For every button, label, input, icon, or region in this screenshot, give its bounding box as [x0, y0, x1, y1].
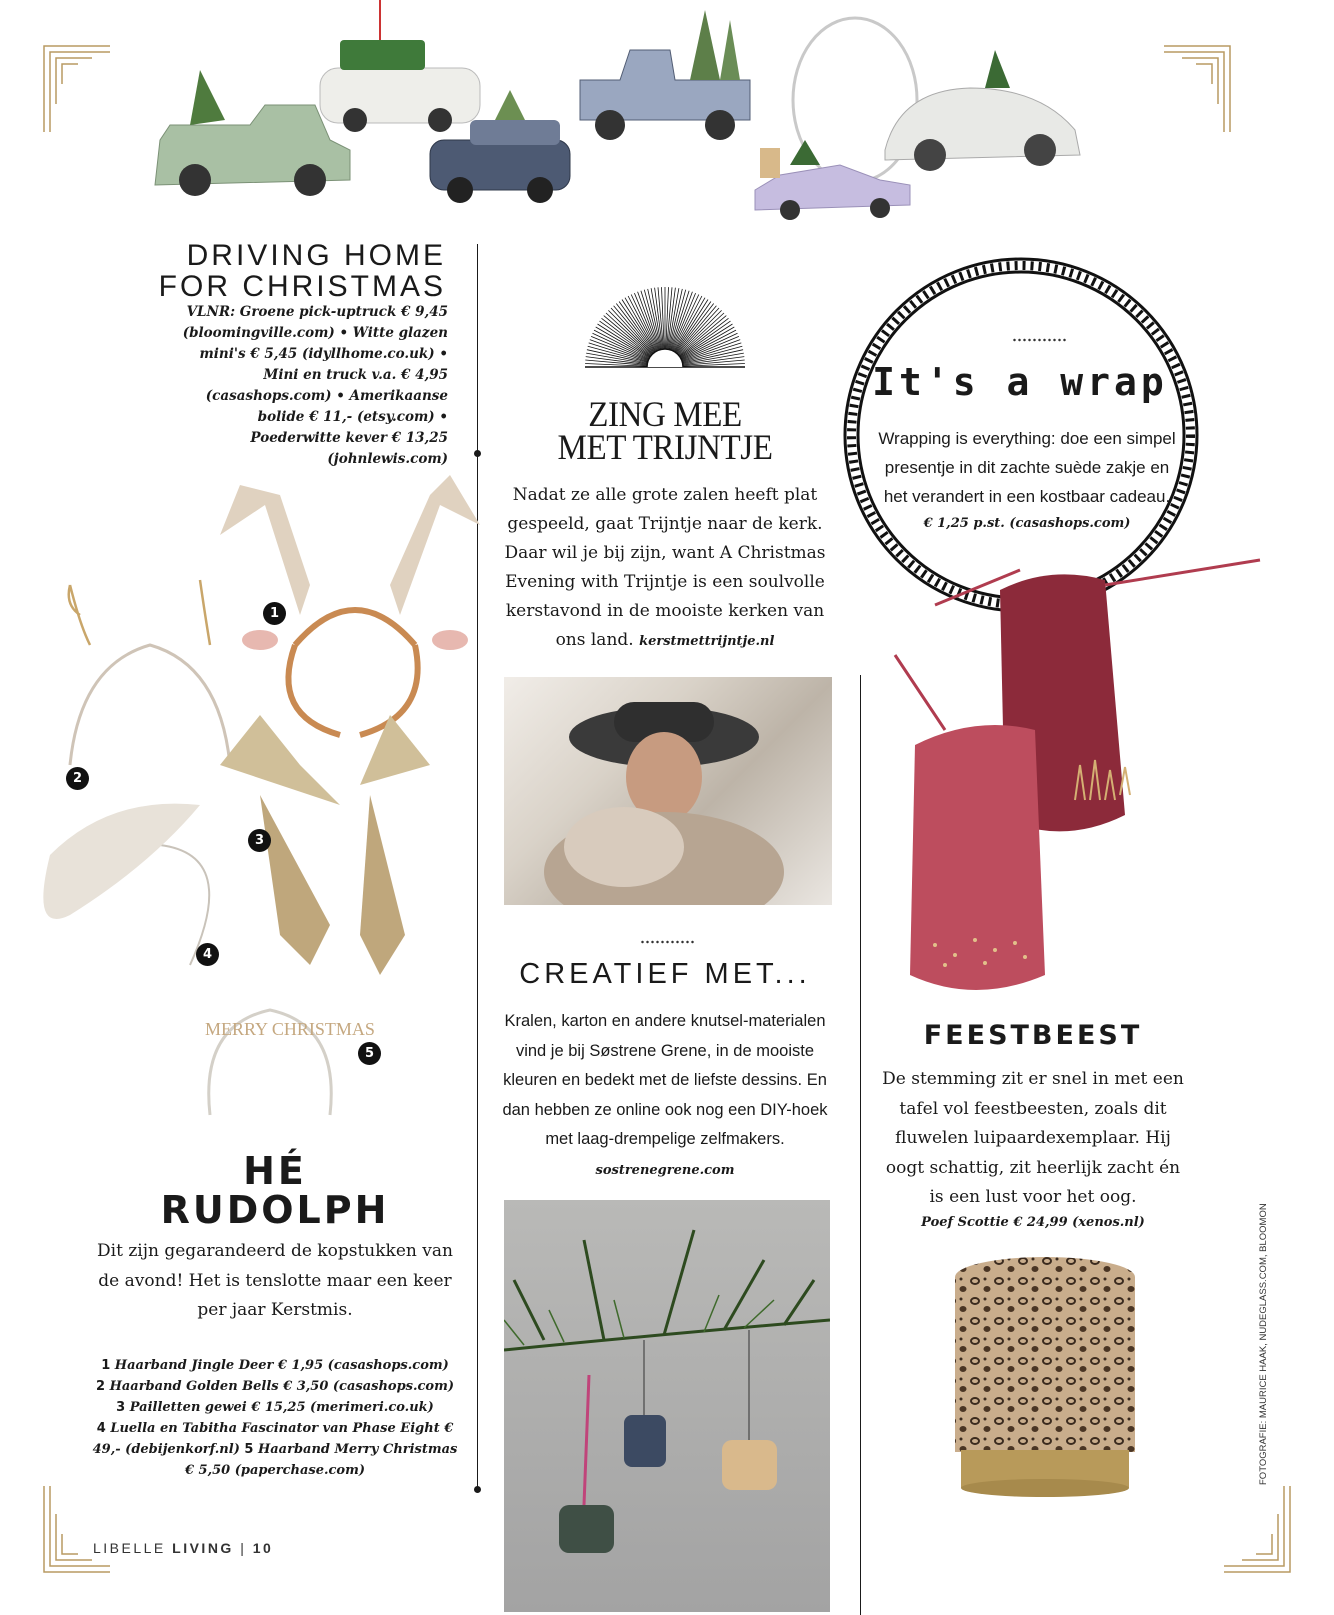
velvet-bags-photo: [875, 545, 1275, 1000]
list-item-number: 5: [244, 1442, 254, 1457]
fascinator-headband: [43, 804, 209, 965]
zing-mee-title: [513, 394, 817, 467]
page-number: 10: [252, 1540, 274, 1556]
rudolph-product-list: [90, 1355, 460, 1481]
column-divider-right: [860, 675, 861, 1615]
car-ornaments-photo: [140, 0, 1120, 225]
footer-section: LIVING: [172, 1540, 234, 1556]
list-item-number: 3: [116, 1400, 126, 1415]
leopard-pouf-photo: [945, 1255, 1145, 1500]
golden-bells-headband: [69, 580, 230, 765]
footer-magazine: LIBELLE: [93, 1540, 166, 1556]
list-item-text: Haarband Jingle Deer € 1,95 (casashops.com): [114, 1358, 449, 1373]
list-item-text: Pailletten gewei € 15,25 (merimeri.co.uk): [129, 1400, 434, 1415]
sunburst-icon: [585, 284, 745, 368]
list-item-text: Haarband Merry Christmas € 5,50 (paperchase.com): [184, 1442, 458, 1478]
headbands-photo: [10, 465, 490, 1145]
corner-ornament-top-right: [1162, 44, 1232, 134]
footer-separator: |: [240, 1540, 253, 1556]
rudolph-title: [140, 1149, 410, 1232]
creatief-title: CREATIEF MET...: [519, 958, 811, 990]
list-item-number: 4: [96, 1421, 106, 1436]
rudolph-title-line1: HÉ: [243, 1149, 307, 1193]
list-item-text: Luella en Tabitha Fascinator van Phase Eight € 49,- (debijenkorf.nl): [92, 1421, 454, 1457]
corner-ornament-top-left: [42, 44, 112, 134]
list-item-text: Haarband Golden Bells € 3,50 (casashops.com): [109, 1379, 455, 1394]
merry-christmas-headband: [205, 1010, 375, 1115]
rudolph-body: Dit zijn gegarandeerd de kopstukken van de avond! Het is tenslotte maar een keer per jaar Kerstmis.: [97, 1241, 453, 1320]
trijntje-photo: [504, 677, 832, 905]
headband-number-badge: 4: [196, 943, 219, 966]
pine-ornaments-photo: [504, 1200, 830, 1612]
divider-dot: [474, 450, 481, 457]
wrap-title: It's a wrap: [872, 360, 1168, 404]
wrap-dotted-divider: [1012, 338, 1068, 342]
rudolph-title-line2: RUDOLPH: [160, 1188, 390, 1232]
silver-truck-ornament: [580, 10, 750, 140]
creatief-body-text: Kralen, karton en andere knutsel-materialen vind je bij Søstrene Grene, in de mooiste kleuren en bedekt met de liefste dessins. En dan hebben ze online ook nog een DIY-hoek met laag-drempelige zelfmakers.: [502, 1012, 828, 1148]
corner-ornament-bottom-right: [1222, 1484, 1292, 1574]
merry-christmas-text: MERRY CHRISTMAS: [205, 1019, 375, 1039]
wrap-price: € 1,25 p.st. (casashops.com): [923, 516, 1131, 531]
zing-mee-body: [500, 481, 830, 656]
white-car-ornament: [320, 0, 480, 132]
photo-credit: FOTOGRAFIE: MAURICE HAAK, NUDEGLASS.COM, BLOOMON: [1258, 1203, 1269, 1485]
page-footer: [93, 1540, 273, 1556]
driving-title-line1: DRIVING HOME: [186, 239, 446, 272]
creatief-dotted-divider: [640, 940, 695, 944]
feestbeest-title: FEESTBEEST: [923, 1020, 1143, 1051]
headband-number-badge: 3: [248, 829, 271, 852]
driving-home-title: [159, 240, 446, 302]
zing-body-text: Nadat ze alle grote zalen heeft plat gespeeld, gaat Trijntje naar de kerk. Daar wil je bij zijn, want A Christmas Evening with Trijntje is een soulvolle kerstavond in de mooiste kerken van ons land.: [504, 485, 826, 650]
creatief-body: [500, 1007, 830, 1185]
headband-number-badge: 1: [263, 602, 286, 625]
zing-title-line2: MET TRIJNTJE: [557, 427, 773, 467]
list-item-number: 2: [95, 1379, 106, 1394]
feestbeest-body: De stemming zit er snel in met een tafel vol feestbeesten, zoals dit fluwelen luipaardexemplaar. Hij oogt schattig, zit heerlijk zacht én is een lust voor het oog.: [882, 1069, 1184, 1207]
list-item-number: 1: [101, 1358, 111, 1373]
creatief-url: sostrenegrene.com: [595, 1162, 735, 1178]
jingle-deer-headband: [220, 475, 480, 735]
driving-title-line2: FOR CHRISTMAS: [158, 270, 446, 303]
headband-number-badge: 5: [358, 1042, 381, 1065]
corner-ornament-bottom-left: [42, 1484, 112, 1574]
wrap-body: Wrapping is everything: doe een simpel presentje in dit zachte suède zakje en het verandert in een kostbaar cadeau.: [878, 429, 1176, 506]
headband-number-badge: 2: [66, 767, 89, 790]
feestbeest-price: Poef Scottie € 24,99 (xenos.nl): [921, 1215, 1145, 1230]
zing-title-line1: ZING MEE: [588, 394, 742, 434]
white-beetle-ornament: [885, 50, 1080, 171]
zing-url: kerstmettrijntje.nl: [639, 634, 775, 649]
driving-home-caption: VLNR: Groene pick-uptruck € 9,45 (bloomingville.com) • Witte glazen mini's € 5,45 (idyllhome.co.uk) • Mini en truck v.a. € 4,95 (casashops.com) • Amerikaanse bolide € 11,- (etsy.com) • Poederwitte kever € 13,25 (johnlewis.com): [182, 304, 448, 467]
divider-dot: [474, 1486, 481, 1493]
